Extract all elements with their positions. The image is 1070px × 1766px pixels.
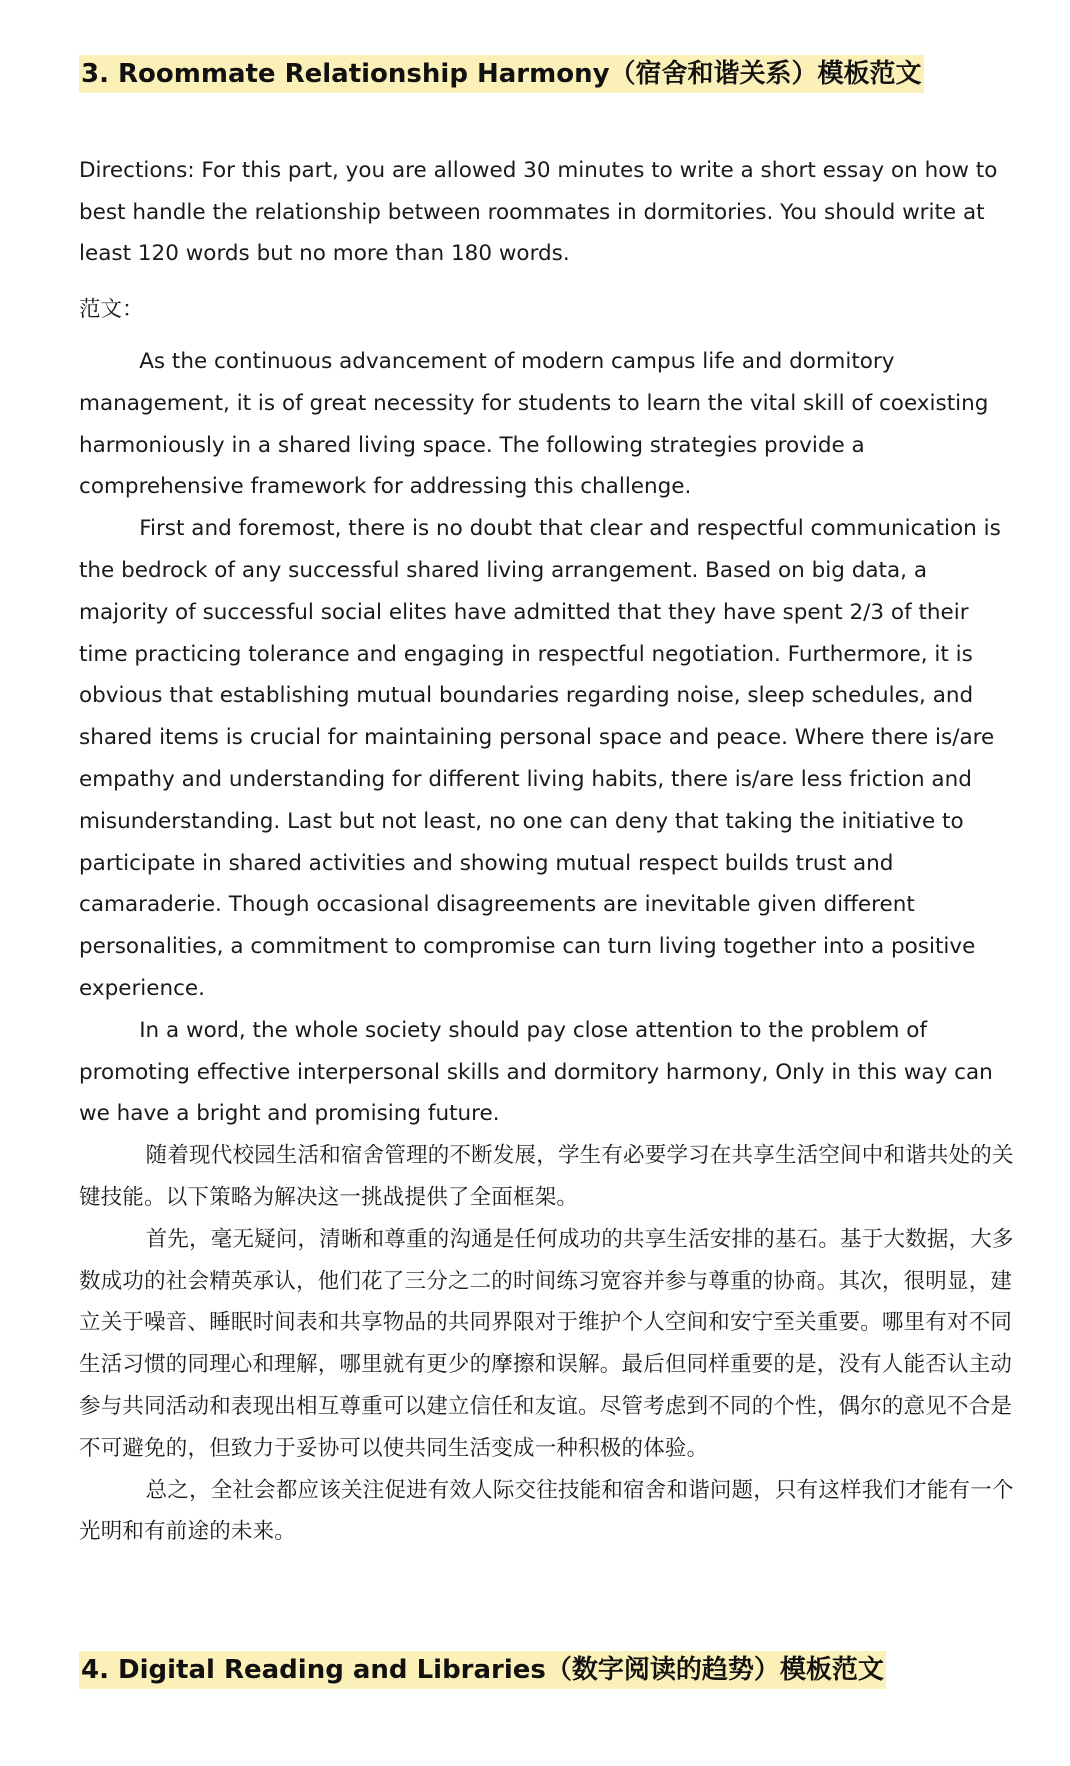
essay-paragraph-en-1: As the continuous advancement of modern campus life and dormitory management, it is of great necessity for students to learn the vital skill of coexisting harmoniously in a shared living space. The following strategies provide a comprehensive framework for addressing this challenge. <box>79 349 989 500</box>
essay-paragraph-zh-3: 总之，全社会都应该关注促进有效人际交往技能和宿舍和谐问题，只有这样我们才能有一个光明和有前途的未来。 <box>79 1477 1014 1545</box>
essay-paragraph-en-3: In a word, the whole society should pay close attention to the problem of promoting effective interpersonal skills and dormitory harmony, Only in this way can we have a bright and promising future. <box>79 1017 993 1127</box>
directions-text: Directions: For this part, you are allowed 30 minutes to write a short essay on how to best handle the relationship between roommates in dormitories. You should write at least 120 words but no more than 180 words. <box>79 158 998 266</box>
sample-essay-label: 范文： <box>79 297 144 322</box>
sample-essay <box>79 341 1019 1553</box>
section-4-heading: 4. Digital Reading and Libraries（数字阅读的趋势）模板范文 <box>79 1651 886 1689</box>
essay-paragraph-en-2: First and foremost, there is no doubt that clear and respectful communication is the bedrock of any successful shared living arrangement. Based on big data, a majority of successful social elites have admitted that they have spent 2/3 of their time practicing tolerance and engaging in respectful negotiation. Furthermore, it is obvious that establishing mutual boundaries regarding noise, sleep schedules, and shared items is crucial for maintaining personal space and peace. Where there is/are empathy and understanding for different living habits, there is/are less friction and misunderstanding. Last but not least, no one can deny that taking the initiative to participate in shared activities and showing mutual respect builds trust and camaraderie. Though occasional disagreements are inevitable given different personalities, a commitment to compromise can turn living together into a positive experience. <box>79 516 1001 1001</box>
essay-paragraph-zh-2: 首先，毫无疑问，清晰和尊重的沟通是任何成功的共享生活安排的基石。基于大数据，大多数成功的社会精英承认，他们花了三分之二的时间练习宽容并参与尊重的协商。其次，很明显，建立关于噪音、睡眠时间表和共享物品的共同界限对于维护个人空间和安宁至关重要。哪里有对不同生活习惯的同理心和理解，哪里就有更少的摩擦和误解。最后但同样重要的是，没有人能否认主动参与共同活动和表现出相互尊重可以建立信任和友谊。尽管考虑到不同的个性，偶尔的意见不合是不可避免的，但致力于妥协可以使共同生活变成一种积极的体验。 <box>79 1226 1014 1461</box>
section-3-heading: 3. Roommate Relationship Harmony（宿舍和谐关系）模板范文 <box>79 55 924 93</box>
essay-paragraph-zh-1: 随着现代校园生活和宿舍管理的不断发展，学生有必要学习在共享生活空间中和谐共处的关键技能。以下策略为解决这一挑战提供了全面框架。 <box>79 1143 1014 1210</box>
